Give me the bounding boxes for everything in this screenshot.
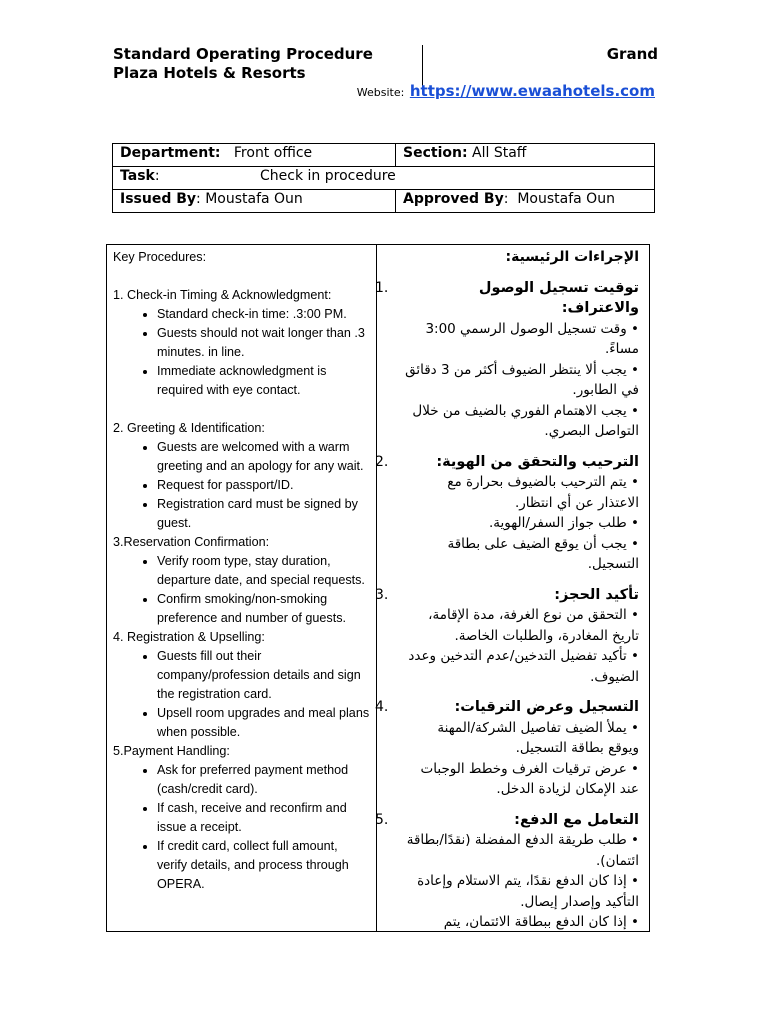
title-line1-left: Standard Operating Procedure: [113, 45, 373, 63]
title-line1-right: Grand: [606, 45, 658, 63]
list-item: • If credit card, collect full amount, verify details, and process through OPERA.: [157, 837, 370, 894]
ar-line: • طلب طريقة الدفع المفضلة (نقدًا/بطاقة ائتمان).: [406, 832, 639, 869]
ar-section-2-number: 2.: [375, 453, 389, 470]
task-cell: Task: Check in procedure: [113, 167, 655, 190]
task-label: Task: [120, 168, 155, 184]
info-table: [112, 143, 655, 213]
title-line2: Plaza Hotels & Resorts: [113, 64, 306, 82]
approved-cell: Approved By: Moustafa Oun: [396, 190, 655, 213]
list-item: • Registration card must be signed by guest.: [157, 495, 370, 533]
list-item: • Confirm smoking/non-smoking preference and number of guests.: [157, 590, 370, 628]
en-section-2-list: [113, 438, 370, 533]
en-section-5-list: [113, 761, 370, 894]
ar-line: • إذا كان الدفع نقدًا، يتم الاستلام وإعادة التأكيد وإصدار إيصال.: [417, 873, 639, 910]
english-column: [107, 245, 377, 931]
list-item: • Immediate acknowledgment is required with eye contact.: [157, 362, 370, 400]
issued-value: Moustafa Oun: [205, 191, 303, 207]
list-item: • Standard check-in time: .3:00 PM.: [157, 305, 370, 324]
department-value: Front office: [233, 145, 313, 161]
en-section-3-list: [113, 552, 370, 628]
info-row-1: [113, 144, 655, 167]
procedures-table: [106, 244, 650, 932]
ar-section-2: [375, 452, 639, 575]
info-row-3: [113, 190, 655, 213]
ar-line: • يجب أن يوقع الضيف على بطاقة التسجيل.: [447, 535, 639, 572]
ar-line: • يجب الاهتمام الفوري بالضيف من خلال التواصل البصري.: [412, 402, 639, 439]
ar-section-4-number: 4.: [375, 699, 389, 715]
ar-line: • عرض ترقيات الغرف وخطط الوجبات عند الإمكان لزيادة الدخل.: [420, 760, 639, 797]
ar-line: • التحقق من نوع الغرفة، مدة الإقامة، تاريخ المغادرة، والطلبات الخاصة.: [428, 607, 639, 644]
section-label: Section:: [403, 145, 468, 161]
issued-label: Issued By: [120, 191, 197, 207]
ar-section-2-heading: الترحيب والتحقق من الهوية:: [436, 453, 639, 470]
ar-line: • تأكيد تفضيل التدخين/عدم التدخين وعدد الضيوف.: [408, 648, 639, 685]
department-label: Department:: [120, 145, 221, 161]
ar-line: • إذا كان الدفع ببطاقة الائتمان، يتم: [443, 914, 639, 930]
ar-line: • طلب جواز السفر/الهوية.: [489, 515, 639, 531]
en-section-2-heading: 2. Greeting & Identification:: [113, 421, 265, 435]
en-section-3-heading: 3.Reservation Confirmation:: [113, 535, 270, 549]
website-label: Website:: [356, 86, 405, 99]
ar-section-1: [375, 278, 639, 442]
ar-section-4-heading: التسجيل وعرض الترقيات:: [454, 699, 639, 715]
en-section-5-heading: 5.Payment Handling:: [113, 744, 230, 758]
info-row-2: [113, 167, 655, 190]
list-item: • Request for passport/ID.: [157, 476, 370, 495]
ar-line: • يملأ الضيف تفاصيل الشركة/المهنة ويوقع بطاقة التسجيل.: [437, 719, 639, 756]
approved-value: Moustafa Oun: [517, 191, 615, 207]
en-section-1-heading: 1. Check-in Timing & Acknowledgment:: [113, 288, 332, 302]
ar-section-1-number: 1.: [375, 279, 389, 296]
ar-line: • يجب ألا ينتظر الضيوف أكثر من 3 دقائق في الطابور.: [405, 361, 639, 398]
approved-label: Approved By: [403, 191, 504, 207]
ar-section-3: [375, 585, 639, 688]
list-item: • Verify room type, stay duration, departure date, and special requests.: [157, 552, 370, 590]
section-cell: [396, 144, 655, 167]
list-item: • Upsell room upgrades and meal plans when possible.: [157, 704, 370, 742]
list-item: • Guests should not wait longer than .3 minutes. in line.: [157, 324, 370, 362]
en-section-1-list: [113, 305, 370, 400]
ar-section-5: [375, 810, 639, 933]
ar-line: • وقت تسجيل الوصول الرسمي 3:00 مساءً.: [425, 320, 639, 357]
website-line: [357, 82, 655, 100]
ar-section-3-heading: تأكيد الحجز:: [554, 586, 639, 603]
ar-section-1-heading: توقيت تسجيل الوصول والاعتراف:: [478, 279, 639, 316]
document-title: [113, 45, 658, 83]
arabic-title: الإجراءات الرئيسية:: [505, 249, 639, 265]
arabic-column: [377, 245, 649, 931]
ar-line: • يتم الترحيب بالضيوف بحرارة مع الاعتذار عن أي انتظار.: [447, 474, 639, 511]
ar-section-5-heading: التعامل مع الدفع:: [514, 811, 639, 828]
task-value: Check in procedure: [260, 168, 396, 184]
section-value: All Staff: [472, 145, 527, 161]
en-section-4-list: [113, 647, 370, 742]
issued-cell: Issued By: Moustafa Oun: [113, 190, 396, 213]
website-link[interactable]: https://www.ewaahotels.com: [409, 82, 655, 100]
english-title: Key Procedures:: [113, 250, 207, 264]
ar-section-4: [375, 697, 639, 800]
department-cell: [113, 144, 396, 167]
list-item: • Ask for preferred payment method (cash/credit card).: [157, 761, 370, 799]
list-item: • If cash, receive and reconfirm and issue a receipt.: [157, 799, 370, 837]
list-item: • Guests fill out their company/profession details and sign the registration card.: [157, 647, 370, 704]
ar-section-3-number: 3.: [375, 586, 389, 603]
list-item: • Guests are welcomed with a warm greeting and an apology for any wait.: [157, 438, 370, 476]
ar-section-5-number: 5.: [375, 811, 389, 828]
en-section-4-heading: 4. Registration & Upselling:: [113, 630, 265, 644]
